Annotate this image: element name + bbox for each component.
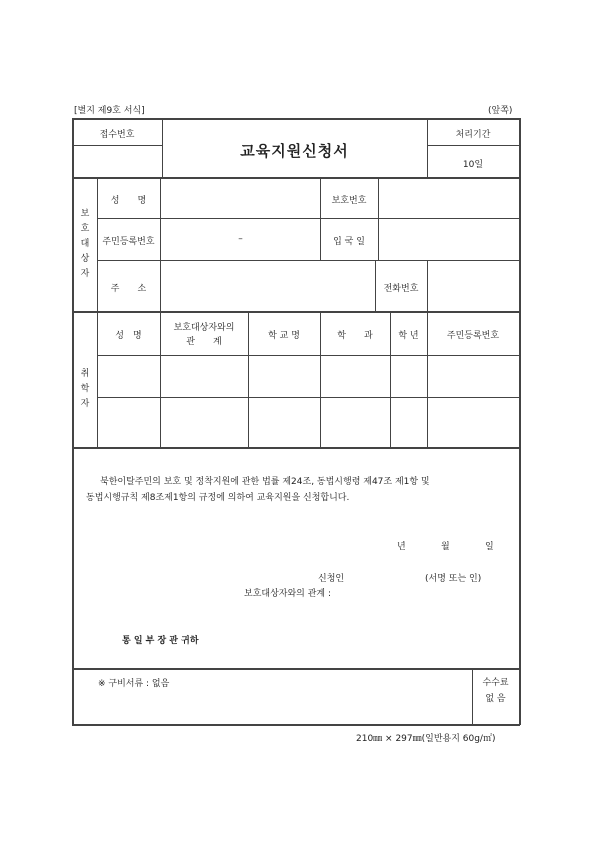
- applicant-name-field[interactable]: [350, 568, 422, 582]
- student-row-1-resident-number[interactable]: [428, 356, 518, 396]
- signature-label: (서명 또는 인): [425, 574, 482, 584]
- grade-header: 학 년: [398, 331, 419, 341]
- student-row-1-grade[interactable]: [391, 356, 426, 396]
- paper-spec: 210㎜ × 297㎜(일반용지 60g/㎡): [356, 734, 496, 744]
- date-day-label: 일: [485, 542, 494, 552]
- student-section-label: 취 학 자: [80, 369, 90, 409]
- resident-number-label: 주민등록번호: [102, 237, 155, 247]
- frame-top: [72, 118, 520, 120]
- entry-date-field[interactable]: [379, 219, 518, 259]
- st-section-bottom: [72, 447, 520, 449]
- footer-top-border: [72, 668, 520, 670]
- phone-label: 전화번호: [383, 284, 419, 294]
- entry-date-label: 입 국 일: [333, 237, 365, 247]
- frame-left: [72, 118, 74, 725]
- form-number: [별지 제9호 서식]: [74, 106, 145, 116]
- date-month-label: 월: [441, 542, 450, 552]
- student-resident-number-header: 주민등록번호: [446, 331, 500, 341]
- receipt-number-label: 접수번호: [99, 130, 135, 140]
- name-label: 성 명: [110, 196, 147, 206]
- relation-header: 보호대상자와의 관 계: [173, 323, 235, 347]
- application-statement-line-1: 북한이탈주민의 보호 및 정착지원에 관한 법률 제24조, 동법시행령 제47조 제1항 및: [100, 477, 430, 487]
- processing-divider: [427, 145, 519, 146]
- address-label: 주 소: [110, 284, 147, 294]
- protection-number-label: 보호번호: [331, 196, 367, 206]
- page-title: 교육지원신청서: [240, 142, 349, 160]
- student-row-2-name[interactable]: [98, 398, 159, 446]
- student-row-2-school[interactable]: [249, 398, 319, 446]
- protected-person-section-label: 보 호 대 상 자: [80, 209, 90, 279]
- pp-section-bottom: [72, 311, 520, 313]
- addressee: 통 일 부 장 관 귀하: [122, 636, 199, 646]
- student-name-header: 성 명: [115, 331, 142, 341]
- student-row-2-resident-number[interactable]: [428, 398, 518, 446]
- relation-to-protected-label: 보호대상자와의 관계 :: [244, 589, 332, 599]
- student-row-2-relation[interactable]: [161, 398, 247, 446]
- student-row-1-school[interactable]: [249, 356, 319, 396]
- school-header: 학 교 명: [268, 331, 300, 341]
- name-field[interactable]: [161, 178, 319, 217]
- processing-period-value: 10일: [462, 160, 484, 170]
- student-row-1-name[interactable]: [98, 356, 159, 396]
- protection-number-field[interactable]: [379, 178, 518, 217]
- student-row-2-grade[interactable]: [391, 398, 426, 446]
- phone-field[interactable]: [428, 261, 518, 310]
- date-year-label: 년: [397, 542, 406, 552]
- student-row-2-major[interactable]: [321, 398, 389, 446]
- frame-right: [519, 118, 521, 725]
- page-side-label: (앞쪽): [488, 106, 513, 116]
- relation-to-protected-field[interactable]: [350, 583, 500, 597]
- address-field[interactable]: [161, 261, 374, 310]
- resident-number-field[interactable]: –: [238, 234, 243, 244]
- processing-period-label: 처리기간: [455, 130, 491, 140]
- major-header: 학 과: [337, 331, 373, 341]
- student-row-1-major[interactable]: [321, 356, 389, 396]
- applicant-label: 신청인: [318, 574, 345, 584]
- frame-bottom: [72, 724, 520, 726]
- student-row-1-relation[interactable]: [161, 356, 247, 396]
- required-documents-note: ※ 구비서류 : 없음: [98, 679, 170, 689]
- fee-label: 수수료: [482, 678, 509, 688]
- receipt-divider: [72, 145, 162, 146]
- fee-value: 없 음: [485, 694, 506, 704]
- application-statement-line-2: 동법시행규칙 제8조제1항의 규정에 의하여 교육지원을 신청합니다.: [86, 493, 350, 503]
